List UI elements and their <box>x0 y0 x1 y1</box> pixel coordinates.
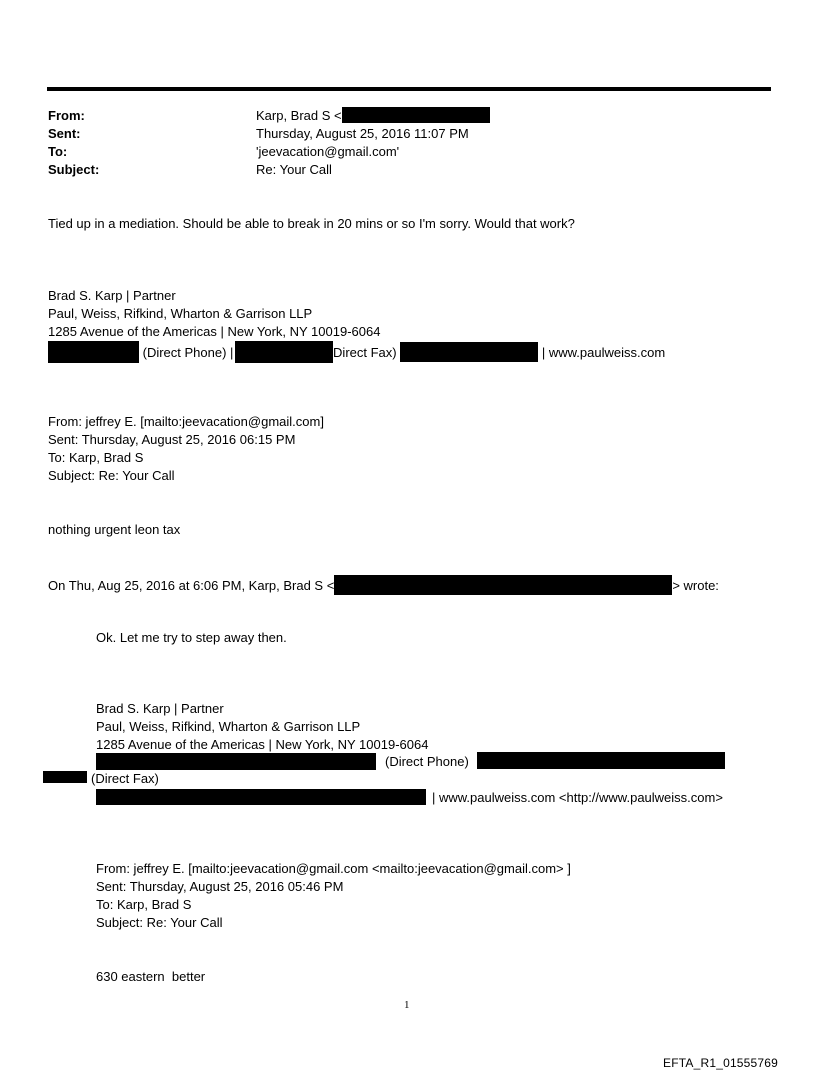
sent-value: Thursday, August 25, 2016 11:07 PM <box>256 126 469 141</box>
page-number: 1 <box>404 999 410 1011</box>
from-name: Karp, Brad S < <box>256 108 342 123</box>
subject-value: Re: Your Call <box>256 162 332 177</box>
sent-label: Sent: <box>48 126 81 141</box>
nested-direct-fax: (Direct Fax) <box>91 771 159 786</box>
signature-name: Brad S. Karp | Partner <box>48 288 176 303</box>
redaction-block <box>334 575 672 595</box>
wrote-suffix: > wrote: <box>672 578 719 593</box>
wrote-prefix: On Thu, Aug 25, 2016 at 6:06 PM, Karp, Brad S < <box>48 578 335 593</box>
quoted-from: From: jeffrey E. [mailto:jeevacation@gmail.com] <box>48 414 324 429</box>
redaction-block <box>477 752 725 769</box>
reply-body: Tied up in a mediation. Should be able to break in 20 mins or so I'm sorry. Would that work? <box>48 216 575 231</box>
redaction-block <box>96 789 426 805</box>
nested-sent: Sent: Thursday, August 25, 2016 05:46 PM <box>96 879 344 894</box>
direct-fax-label: Direct Fax) <box>333 345 397 360</box>
nested-direct-phone: (Direct Phone) <box>385 754 469 769</box>
redaction-block <box>48 341 139 363</box>
redaction-block <box>342 107 490 123</box>
nested-final-body: 630 eastern better <box>96 969 206 984</box>
nested-website-link[interactable]: | www.paulweiss.com <http://www.paulweiss.com> <box>432 790 723 805</box>
quoted-subject: Subject: Re: Your Call <box>48 468 175 483</box>
header-rule <box>47 87 771 91</box>
to-value: 'jeevacation@gmail.com' <box>256 144 400 159</box>
signature-contact-line <box>48 341 665 363</box>
subject-label: Subject: <box>48 162 100 177</box>
wrote-line <box>48 575 719 595</box>
website-link[interactable]: | www.paulweiss.com <box>541 345 666 360</box>
quoted-to: To: Karp, Brad S <box>48 450 144 465</box>
nested-signature-address: 1285 Avenue of the Americas | New York, NY 10019-6064 <box>96 737 429 752</box>
nested-to: To: Karp, Brad S <box>96 897 192 912</box>
redaction-block <box>235 341 333 363</box>
nested-signature-name: Brad S. Karp | Partner <box>96 701 224 716</box>
signature-firm: Paul, Weiss, Rifkind, Wharton & Garrison LLP <box>48 306 313 321</box>
to-label: To: <box>48 144 68 159</box>
nested-from: From: jeffrey E. [mailto:jeevacation@gmail.com <mailto:jeevacation@gmail.com> ] <box>96 861 571 876</box>
quoted-body: nothing urgent leon tax <box>48 522 181 537</box>
from-label: From: <box>48 108 85 123</box>
nested-subject: Subject: Re: Your Call <box>96 915 223 930</box>
nested-body: Ok. Let me try to step away then. <box>96 630 287 645</box>
direct-phone-label: (Direct Phone) | <box>142 345 234 360</box>
document-id: EFTA_R1_01555769 <box>663 1056 779 1070</box>
quoted-sent: Sent: Thursday, August 25, 2016 06:15 PM <box>48 432 296 447</box>
redaction-block <box>400 342 538 362</box>
signature-address: 1285 Avenue of the Americas | New York, NY 10019-6064 <box>48 324 381 339</box>
redaction-block <box>43 771 87 783</box>
redaction-block <box>96 753 376 770</box>
from-value <box>256 107 490 125</box>
nested-signature-firm: Paul, Weiss, Rifkind, Wharton & Garrison LLP <box>96 719 361 734</box>
